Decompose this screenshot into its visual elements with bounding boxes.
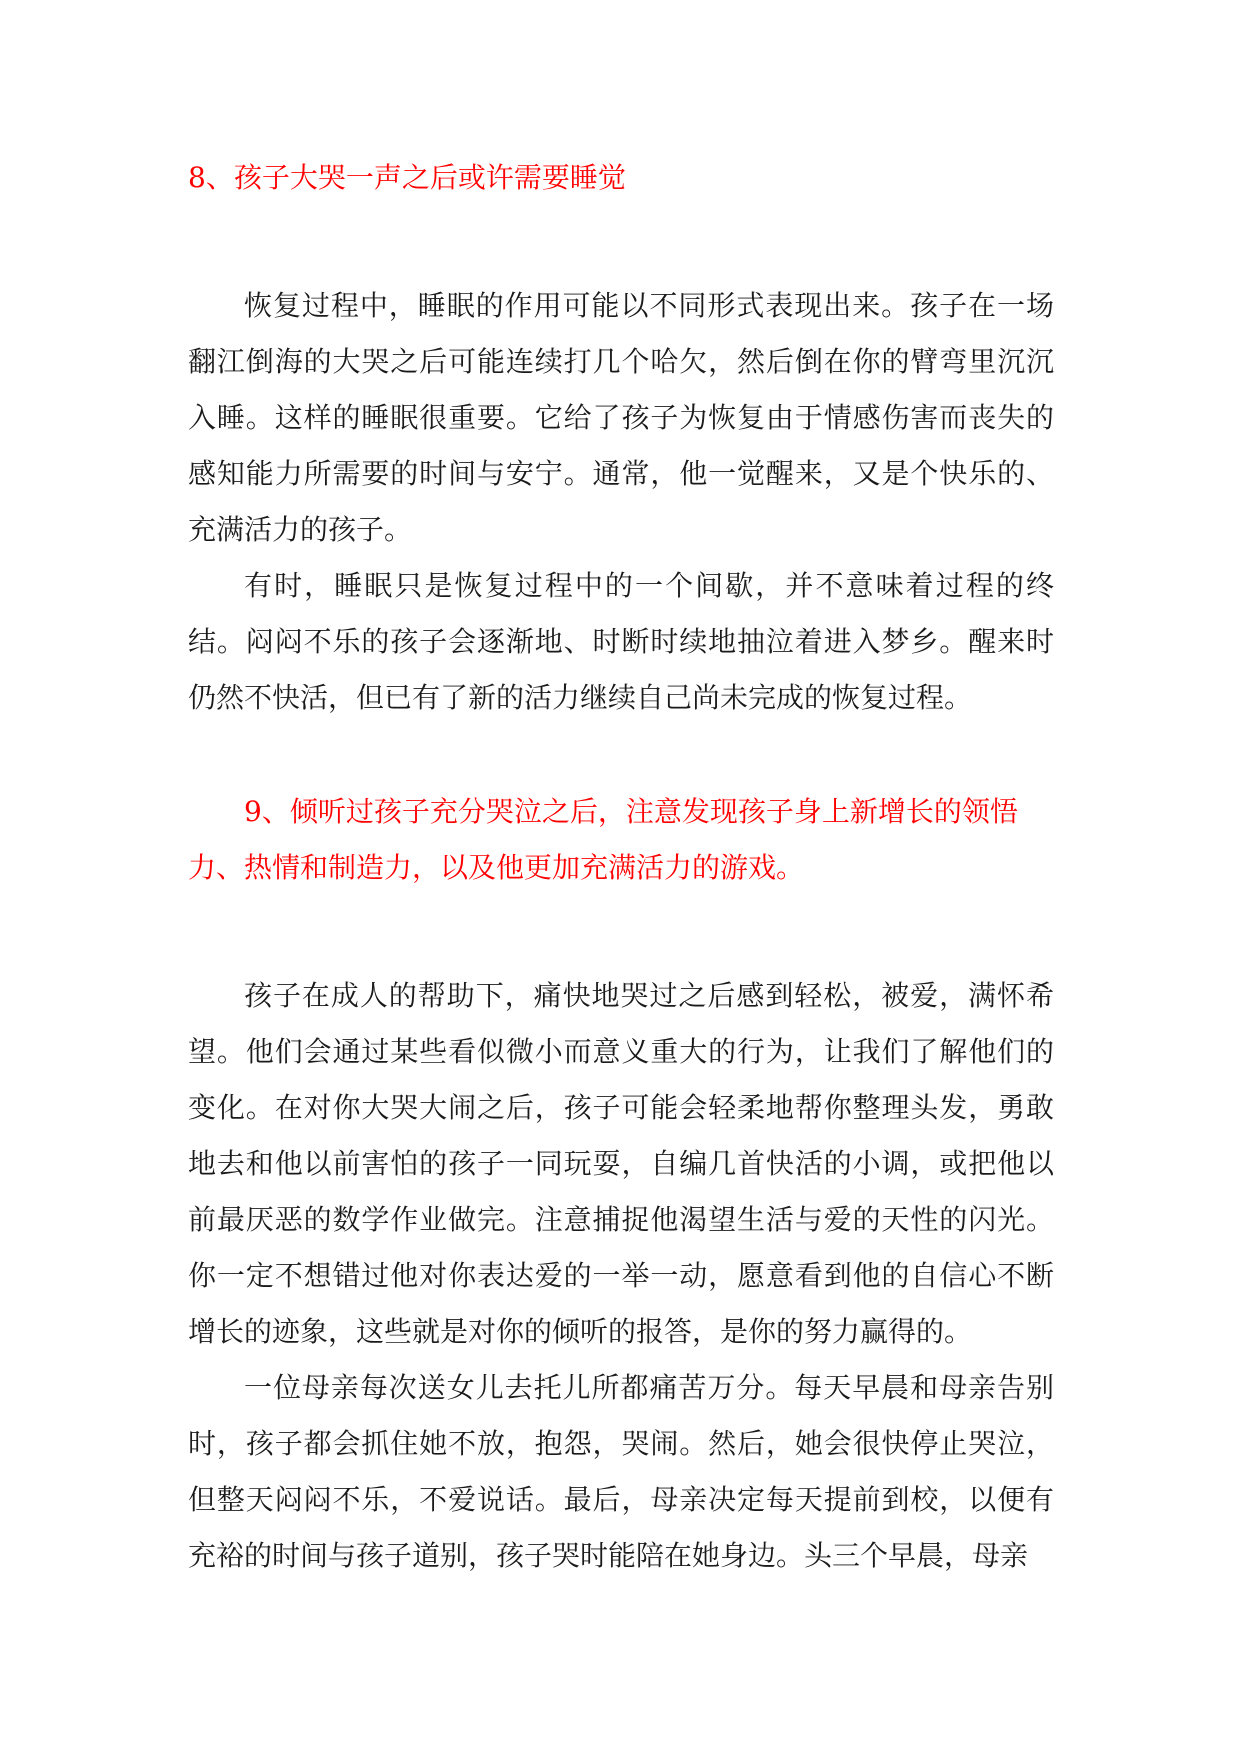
section-9-paragraph-2: 一位母亲每次送女儿去托儿所都痛苦万分。每天早晨和母亲告别时，孩子都会抓住她不放，抱怨，哭闹。然后，她会很快停止哭泣，但整天闷闷不乐，不爱说话。最后，母亲决定每天提前到校，以便有充裕的时间与孩子道别，孩子哭时能陪在她身边。头三个早晨，母亲 <box>188 1371 1054 1572</box>
document-page <box>188 150 1054 1584</box>
spacer <box>188 896 1054 968</box>
section-8-heading: 8、孩子大哭一声之后或许需要睡觉 <box>188 161 626 194</box>
section-9-paragraph-1: 孩子在成人的帮助下，痛快地哭过之后感到轻松，被爱，满怀希望。他们会通过某些看似微小而意义重大的行为，让我们了解他们的变化。在对你大哭大闹之后，孩子可能会轻柔地帮你整理头发，勇敢地去和他以前害怕的孩子一同玩耍，自编几首快活的小调，或把他以前最厌恶的数学作业做完。注意捕捉他渴望生活与爱的天性的闪光。你一定不想错过他对你表达爱的一举一动，愿意看到他的自信心不断增长的迹象，这些就是对你的倾听的报答，是你的努力赢得的。 <box>188 979 1054 1348</box>
spacer <box>188 206 1054 278</box>
section-8-paragraph-2: 有时，睡眠只是恢复过程中的一个间歇，并不意味着过程的终结。闷闷不乐的孩子会逐渐地、时断时续地抽泣着进入梦乡。醒来时仍然不快活，但已有了新的活力继续自己尚未完成的恢复过程。 <box>188 569 1054 714</box>
section-8-paragraph-1: 恢复过程中，睡眠的作用可能以不同形式表现出来。孩子在一场翻江倒海的大哭之后可能连续打几个哈欠，然后倒在你的臂弯里沉沉入睡。这样的睡眠很重要。它给了孩子为恢复由于情感伤害而丧失的感知能力所需要的时间与安宁。通常，他一觉醒来，又是个快乐的、充满活力的孩子。 <box>188 289 1054 546</box>
spacer <box>188 726 1054 784</box>
section-9-heading: 9、倾听过孩子充分哭泣之后，注意发现孩子身上新增长的领悟力、热情和制造力，以及他更加充满活力的游戏。 <box>188 795 1018 884</box>
